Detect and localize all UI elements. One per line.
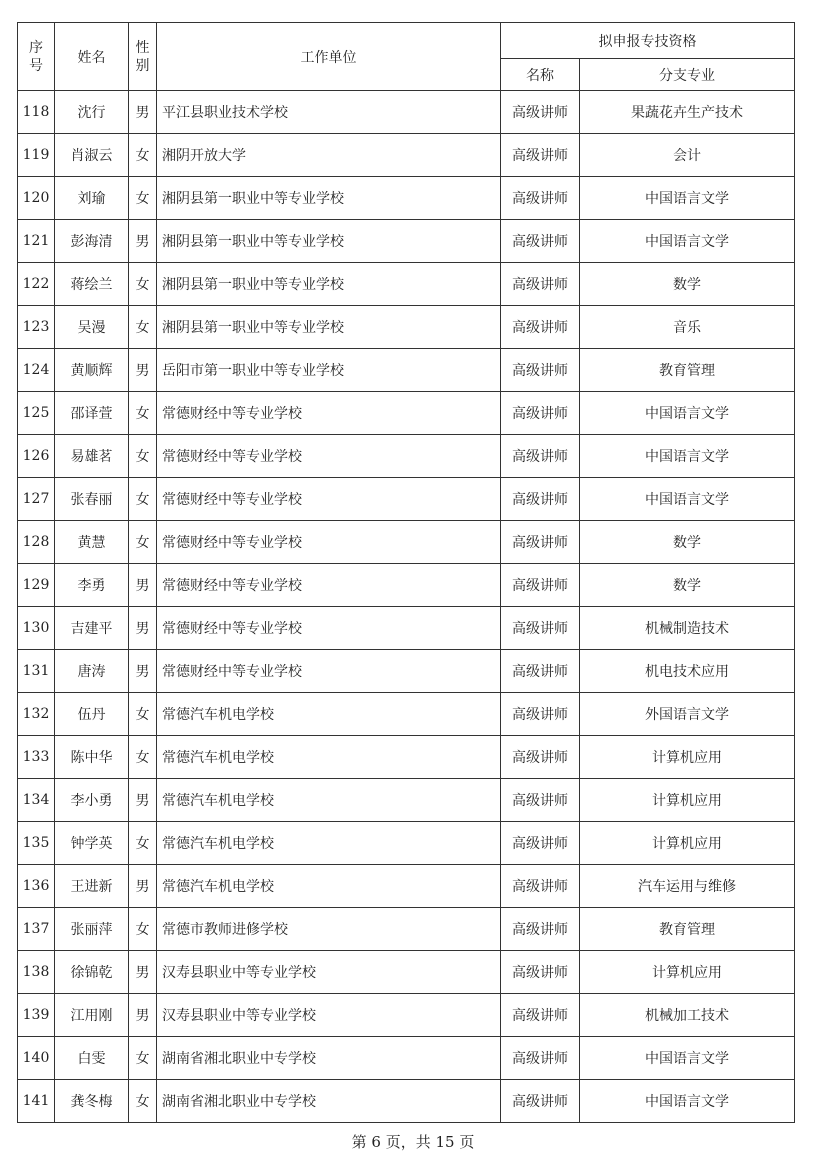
cell-unit: 湘阴开放大学 — [157, 134, 501, 177]
cell-unit: 湘阴县第一职业中等专业学校 — [157, 177, 501, 220]
header-seq-line-2: 号 — [29, 57, 43, 74]
cell-title: 高级讲师 — [501, 220, 580, 263]
cell-title: 高级讲师 — [501, 392, 580, 435]
cell-branch: 机械制造技术 — [580, 607, 795, 650]
cell-name: 龚冬梅 — [55, 1080, 129, 1123]
cell-title: 高级讲师 — [501, 134, 580, 177]
cell-unit: 湖南省湘北职业中专学校 — [157, 1037, 501, 1080]
table-row — [18, 220, 795, 263]
roster-table — [17, 22, 795, 1123]
table-row — [18, 263, 795, 306]
cell-title: 高级讲师 — [501, 177, 580, 220]
cell-seq: 118 — [18, 91, 55, 134]
cell-title: 高级讲师 — [501, 994, 580, 1037]
cell-name: 王进新 — [55, 865, 129, 908]
cell-branch: 数学 — [580, 263, 795, 306]
cell-title: 高级讲师 — [501, 349, 580, 392]
cell-title: 高级讲师 — [501, 865, 580, 908]
cell-branch: 中国语言文学 — [580, 220, 795, 263]
header-seq-line-1: 序 — [29, 39, 43, 56]
cell-branch: 外国语言文学 — [580, 693, 795, 736]
cell-gender: 女 — [129, 478, 157, 521]
cell-name: 江用刚 — [55, 994, 129, 1037]
cell-unit: 湘阴县第一职业中等专业学校 — [157, 306, 501, 349]
cell-unit: 湘阴县第一职业中等专业学校 — [157, 263, 501, 306]
cell-seq: 128 — [18, 521, 55, 564]
cell-name: 李勇 — [55, 564, 129, 607]
cell-name: 吉建平 — [55, 607, 129, 650]
table-row — [18, 1037, 795, 1080]
cell-unit: 常德财经中等专业学校 — [157, 607, 501, 650]
cell-title: 高级讲师 — [501, 736, 580, 779]
cell-branch: 数学 — [580, 564, 795, 607]
cell-title: 高级讲师 — [501, 607, 580, 650]
cell-name: 邵译萱 — [55, 392, 129, 435]
cell-unit: 平江县职业技术学校 — [157, 91, 501, 134]
cell-unit: 常德财经中等专业学校 — [157, 564, 501, 607]
cell-seq: 134 — [18, 779, 55, 822]
cell-seq: 119 — [18, 134, 55, 177]
cell-unit: 常德财经中等专业学校 — [157, 392, 501, 435]
cell-unit: 常德汽车机电学校 — [157, 736, 501, 779]
cell-title: 高级讲师 — [501, 650, 580, 693]
cell-title: 高级讲师 — [501, 1080, 580, 1123]
cell-branch: 中国语言文学 — [580, 177, 795, 220]
cell-branch: 中国语言文学 — [580, 1080, 795, 1123]
cell-seq: 137 — [18, 908, 55, 951]
cell-unit: 常德汽车机电学校 — [157, 865, 501, 908]
header-gender — [129, 23, 157, 91]
cell-title: 高级讲师 — [501, 263, 580, 306]
table-row — [18, 951, 795, 994]
cell-name: 张春丽 — [55, 478, 129, 521]
cell-seq: 126 — [18, 435, 55, 478]
cell-branch: 会计 — [580, 134, 795, 177]
table-row — [18, 736, 795, 779]
cell-gender: 男 — [129, 91, 157, 134]
cell-gender: 女 — [129, 521, 157, 564]
cell-gender: 男 — [129, 650, 157, 693]
cell-gender: 女 — [129, 693, 157, 736]
cell-name: 伍丹 — [55, 693, 129, 736]
cell-title: 高级讲师 — [501, 822, 580, 865]
cell-gender: 男 — [129, 564, 157, 607]
cell-branch: 教育管理 — [580, 349, 795, 392]
cell-name: 易雄茗 — [55, 435, 129, 478]
cell-title: 高级讲师 — [501, 306, 580, 349]
cell-unit: 汉寿县职业中等专业学校 — [157, 951, 501, 994]
cell-gender: 女 — [129, 177, 157, 220]
table-row — [18, 779, 795, 822]
cell-title: 高级讲师 — [501, 951, 580, 994]
cell-branch: 果蔬花卉生产技术 — [580, 91, 795, 134]
table-row — [18, 1080, 795, 1123]
cell-name: 沈行 — [55, 91, 129, 134]
cell-gender: 男 — [129, 220, 157, 263]
table-row — [18, 650, 795, 693]
cell-title: 高级讲师 — [501, 779, 580, 822]
cell-gender: 男 — [129, 865, 157, 908]
cell-gender: 女 — [129, 822, 157, 865]
cell-branch: 计算机应用 — [580, 822, 795, 865]
cell-gender: 男 — [129, 994, 157, 1037]
table-row — [18, 306, 795, 349]
cell-branch: 机械加工技术 — [580, 994, 795, 1037]
cell-seq: 131 — [18, 650, 55, 693]
cell-name: 黄顺辉 — [55, 349, 129, 392]
table-row — [18, 564, 795, 607]
cell-gender: 女 — [129, 736, 157, 779]
cell-title: 高级讲师 — [501, 478, 580, 521]
cell-gender: 女 — [129, 435, 157, 478]
cell-seq: 129 — [18, 564, 55, 607]
cell-unit: 常德财经中等专业学校 — [157, 521, 501, 564]
cell-seq: 121 — [18, 220, 55, 263]
table-row — [18, 693, 795, 736]
table-row — [18, 521, 795, 564]
header-group: 拟申报专技资格 — [501, 23, 795, 59]
cell-name: 钟学英 — [55, 822, 129, 865]
table-row — [18, 607, 795, 650]
table-row — [18, 177, 795, 220]
page-footer: 第 6 页，共 15 页 — [351, 1133, 475, 1151]
cell-name: 肖淑云 — [55, 134, 129, 177]
cell-title: 高级讲师 — [501, 435, 580, 478]
cell-unit: 湘阴县第一职业中等专业学校 — [157, 220, 501, 263]
cell-unit: 常德财经中等专业学校 — [157, 478, 501, 521]
cell-name: 张丽萍 — [55, 908, 129, 951]
cell-title: 高级讲师 — [501, 1037, 580, 1080]
cell-unit: 汉寿县职业中等专业学校 — [157, 994, 501, 1037]
table-row — [18, 435, 795, 478]
cell-seq: 123 — [18, 306, 55, 349]
table-row — [18, 349, 795, 392]
table-row — [18, 865, 795, 908]
cell-gender: 男 — [129, 951, 157, 994]
cell-branch: 中国语言文学 — [580, 392, 795, 435]
cell-name: 李小勇 — [55, 779, 129, 822]
table-row — [18, 994, 795, 1037]
cell-branch: 机电技术应用 — [580, 650, 795, 693]
cell-name: 黄慧 — [55, 521, 129, 564]
table-row — [18, 392, 795, 435]
cell-title: 高级讲师 — [501, 908, 580, 951]
header-seq — [18, 23, 55, 91]
table-row — [18, 91, 795, 134]
cell-seq: 133 — [18, 736, 55, 779]
cell-gender: 女 — [129, 1080, 157, 1123]
cell-branch: 中国语言文学 — [580, 478, 795, 521]
cell-unit: 常德市教师进修学校 — [157, 908, 501, 951]
cell-branch: 汽车运用与维修 — [580, 865, 795, 908]
roster-body — [18, 91, 795, 1123]
cell-unit: 常德财经中等专业学校 — [157, 435, 501, 478]
cell-seq: 125 — [18, 392, 55, 435]
cell-seq: 124 — [18, 349, 55, 392]
cell-unit: 湖南省湘北职业中专学校 — [157, 1080, 501, 1123]
cell-gender: 女 — [129, 306, 157, 349]
table-row — [18, 134, 795, 177]
cell-branch: 数学 — [580, 521, 795, 564]
cell-seq: 135 — [18, 822, 55, 865]
cell-name: 吴漫 — [55, 306, 129, 349]
cell-gender: 女 — [129, 392, 157, 435]
cell-gender: 女 — [129, 1037, 157, 1080]
cell-title: 高级讲师 — [501, 564, 580, 607]
cell-branch: 教育管理 — [580, 908, 795, 951]
cell-seq: 139 — [18, 994, 55, 1037]
table-row — [18, 822, 795, 865]
cell-gender: 男 — [129, 349, 157, 392]
header-branch: 分支专业 — [580, 59, 795, 91]
cell-unit: 常德汽车机电学校 — [157, 822, 501, 865]
cell-seq: 138 — [18, 951, 55, 994]
cell-title: 高级讲师 — [501, 91, 580, 134]
cell-branch: 计算机应用 — [580, 736, 795, 779]
cell-unit: 岳阳市第一职业中等专业学校 — [157, 349, 501, 392]
cell-title: 高级讲师 — [501, 693, 580, 736]
cell-seq: 141 — [18, 1080, 55, 1123]
cell-gender: 男 — [129, 779, 157, 822]
cell-name: 白雯 — [55, 1037, 129, 1080]
header-gender-line-1: 性 — [135, 39, 150, 56]
cell-branch: 计算机应用 — [580, 951, 795, 994]
cell-unit: 常德汽车机电学校 — [157, 693, 501, 736]
cell-branch: 中国语言文学 — [580, 1037, 795, 1080]
cell-branch: 音乐 — [580, 306, 795, 349]
cell-title: 高级讲师 — [501, 521, 580, 564]
cell-seq: 132 — [18, 693, 55, 736]
cell-seq: 120 — [18, 177, 55, 220]
cell-gender: 男 — [129, 607, 157, 650]
cell-seq: 127 — [18, 478, 55, 521]
table-row — [18, 908, 795, 951]
cell-name: 徐锦乾 — [55, 951, 129, 994]
cell-gender: 女 — [129, 908, 157, 951]
cell-unit: 常德汽车机电学校 — [157, 779, 501, 822]
table-row — [18, 478, 795, 521]
cell-branch: 中国语言文学 — [580, 435, 795, 478]
header-title: 名称 — [501, 59, 580, 91]
cell-name: 蒋绘兰 — [55, 263, 129, 306]
cell-unit: 常德财经中等专业学校 — [157, 650, 501, 693]
cell-name: 刘瑜 — [55, 177, 129, 220]
cell-branch: 计算机应用 — [580, 779, 795, 822]
cell-seq: 122 — [18, 263, 55, 306]
cell-name: 陈中华 — [55, 736, 129, 779]
cell-gender: 女 — [129, 134, 157, 177]
cell-seq: 130 — [18, 607, 55, 650]
cell-seq: 140 — [18, 1037, 55, 1080]
cell-name: 唐涛 — [55, 650, 129, 693]
cell-name: 彭海清 — [55, 220, 129, 263]
header-gender-line-2: 别 — [135, 57, 150, 74]
cell-seq: 136 — [18, 865, 55, 908]
cell-gender: 女 — [129, 263, 157, 306]
header-name: 姓名 — [55, 23, 129, 91]
header-unit: 工作单位 — [157, 23, 501, 91]
